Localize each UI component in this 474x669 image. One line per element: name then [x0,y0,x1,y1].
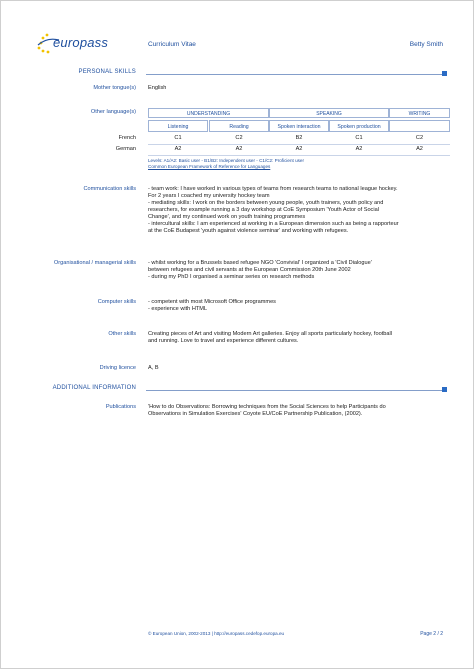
listening-header: Listening [148,120,208,132]
other-skills-line: Creating pieces of Art and visiting Modern Art galleries. Enjoy all sports particularly hockey, football [148,331,392,337]
mother-tongue-value: English [148,85,167,91]
speaking-header: SPEAKING [269,108,389,118]
communication-skills-line: researchers, for example running a 3 day workshop at CoE Symposium 'Youth Actor of Social [148,207,379,213]
driving-licence-label: Driving licence [99,365,136,371]
section-heading-personal-skills: PERSONAL SKILLS [78,69,136,75]
publication-line: 'How to do Observations: Borrowing techniques from the Social Sciences to help Participants do [148,404,386,410]
language-row-german [148,146,450,155]
document-title: Curriculum Vitae [148,41,196,48]
candidate-name: Betty Smith [409,41,443,48]
level-cell: C1 [174,135,182,141]
section-marker-square [442,387,447,392]
level-cell: C2 [235,135,243,141]
europass-logo [35,31,115,55]
row-divider [148,144,450,145]
computer-skills-line: - competent with most Microsoft Office programmes [148,299,276,305]
level-cell: C1 [355,135,363,141]
level-cell: C2 [415,135,424,141]
level-cell: B2 [295,135,303,141]
language-table-header [148,108,450,133]
communication-skills-line: Change', and my continued work on youth training programmes [148,214,306,220]
driving-licence-value: A, B [148,365,159,371]
writing-header: WRITING [389,108,450,118]
computer-skills-label: Computer skills [97,299,136,305]
row-divider [148,155,450,156]
understanding-header: UNDERSTANDING [148,108,269,118]
communication-skills-label: Communication skills [83,186,136,192]
level-cell: A2 [235,146,243,152]
publications-label: Publications [105,404,136,410]
spoken-production-header: Spoken production [329,120,389,132]
language-name: German [115,146,136,152]
computer-skills-line: - experience with HTML [148,306,208,312]
section-marker-square [442,71,447,76]
language-levels-note: Levels: A1/A2: Basic user - B1/B2: Independent user - C1/C2: Proficient user [148,158,305,163]
other-skills-label: Other skills [108,331,136,337]
publication-line: Observations in Simulation Exercises' Coyote EU/CoE Partnership Publication, (2002). [148,411,363,417]
organisational-skills-label: Organisational / managerial skills [53,260,136,266]
section-divider [146,74,443,75]
page-number: Page 2 / 2 [420,631,443,637]
level-cell: A2 [295,146,303,152]
communication-skills-line: For 2 years I coached my university hockey team [148,193,270,199]
cefr-link[interactable] [148,164,270,170]
mother-tongue-label: Mother tongue(s) [93,85,136,91]
organisational-skills-line: - whilst working for a Brussels based refugee NGO 'Convivial' I organized a 'Civil Dialogue' [148,260,372,266]
organisational-skills-line: between refugees and civil servants at the European Commission 20th June 2002 [148,267,351,273]
level-cell: A2 [355,146,363,152]
organisational-skills-line: - during my PhD I organised a seminar series on research methods [148,274,315,280]
level-cell: A2 [416,146,423,152]
section-heading-additional-information: ADDITIONAL INFORMATION [52,385,136,391]
language-name: French [118,135,136,141]
language-row-french [148,135,450,144]
communication-skills-line: - team work: I have worked in various types of teams from research teams to national league hockey. [148,186,398,192]
communication-skills-line: - mediating skills: I work on the borders between young people, youth trainers, youth policy and [148,200,384,206]
other-languages-label: Other language(s) [90,109,136,115]
communication-skills-line: - intercultural skills: I am experienced at working in a European dimension such as being a rapporteur [148,221,399,227]
level-cell: A2 [174,146,182,152]
section-divider [146,390,443,391]
writing-subheader-empty [389,120,450,132]
reading-header: Reading [209,120,269,132]
footer-copyright: © European Union, 2002-2013 | http://europass.cedefop.europa.eu [148,631,285,636]
europass-logo-text: europass [53,35,109,50]
communication-skills-line: at the CoE Budapest 'youth against violence seminar' and working with refugees. [148,228,349,234]
other-skills-line: and running. Love to travel and experience different cultures. [148,338,299,344]
spoken-interaction-header: Spoken interaction [269,120,329,132]
cefr-link-text[interactable]: Common European Framework of Reference for Languages [148,164,271,169]
